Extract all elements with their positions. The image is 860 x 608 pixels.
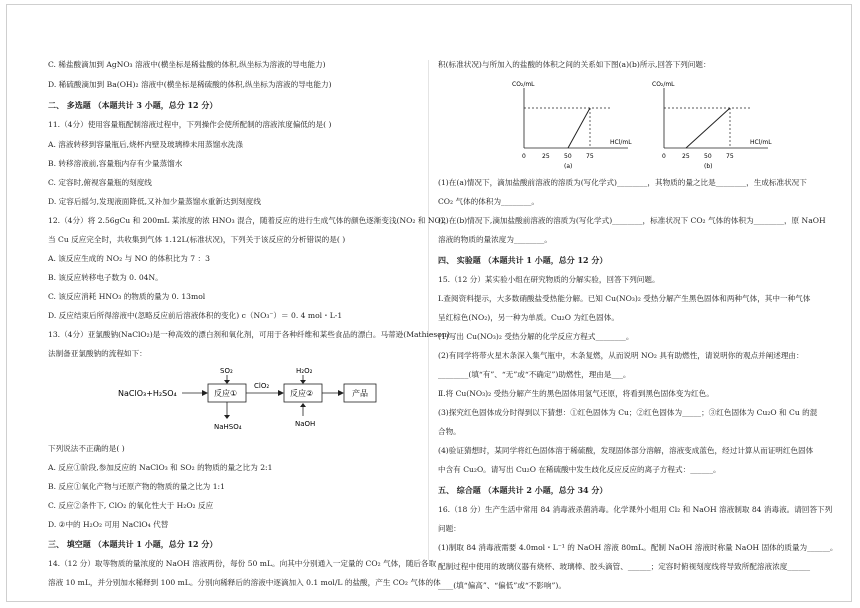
- graph-b-xlabel: HCl/mL: [750, 139, 772, 146]
- flow-nahso4-label: NaHSO₄: [214, 423, 242, 431]
- graph-b-tick-75: 75: [726, 153, 734, 160]
- q14-part-1: (1)在(a)情况下，滴加盐酸前溶液的溶质为(写化学式)________，其物质的量之比是________，生成标准状况下: [438, 178, 807, 187]
- graph-b-rise-line: [686, 108, 730, 148]
- flow-so2-label: SO₂: [220, 367, 233, 375]
- q13-stem-cont: 法制备亚氯酸钠的流程如下：: [48, 349, 147, 358]
- q13-question: 下列说法不正确的是( ): [48, 444, 125, 453]
- graph-a-tick-25: 25: [542, 153, 550, 160]
- q15-q4-cont: 中含有 Cu₂O。请写出 Cu₂O 在稀硫酸中发生歧化反应反应的离子方程式：______。: [438, 465, 721, 474]
- graph-b: [652, 81, 772, 170]
- graph-a-rise-line: [568, 108, 590, 148]
- q11-stem: 11.（4分）使用容量瓶配制溶液过程中，下列操作会使所配制的溶液浓度偏低的是( ): [48, 120, 332, 129]
- flow-arrowhead-2: [278, 390, 284, 396]
- q14-stem-cont-2: 积(标准状况)与所加入的盐酸的体积之间的关系如下图(a)(b)所示,回答下列问题：: [438, 60, 711, 69]
- flow-so2-arrowhead: [224, 380, 230, 384]
- q15-part-ii: Ⅱ.将 Cu(NO₃)₂ 受热分解产生的黑色固体用氢气还原，将看到黑色固体变为红色。: [438, 389, 714, 398]
- q12-stem-cont: 当 Cu 反应完全时，共收集到气体 1.12L(标准状况)，下列关于该反应的分析错误的是( ): [48, 235, 346, 244]
- graph-a: [512, 81, 632, 170]
- q13-stem: 13.（4分）亚氯酸钠(NaClO₂)是一种高效的漂白剂和氧化剂，可用于各种纤维和某些食品的漂白。马蒂逊(Mathieson): [48, 330, 450, 339]
- q15-q1: (1)写出 Cu(NO₃)₂ 受热分解的化学反应方程式________。: [438, 332, 634, 341]
- q15-q3-cont: 合物。: [438, 427, 461, 436]
- q14-stem-cont: 溶液 10 mL，并分别加水稀释到 100 mL。分别向稀释后的溶液中逐滴加入 0.1 mol/L 的盐酸，产生 CO₂ 气体的体: [48, 578, 441, 587]
- section-heading-fill-in: 三、 填空题 （本题共计 1 小题，总分 12 分）: [48, 539, 218, 549]
- q14-part-2: (2)在(b)情况下,滴加盐酸前溶液的溶质为(写化学式)________，标准状况下 CO₂ 气体的体积为________，原 NaOH: [438, 216, 826, 225]
- q16-q1: (1)制取 84 消毒液需要 4.0mol・L⁻¹ 的 NaOH 溶液 80mL。配制 NaOH 溶液时称量 NaOH 固体的质量为______。: [438, 543, 838, 552]
- q13-option-d: D. ②中的 H₂O₂ 可用 NaClO₄ 代替: [48, 520, 169, 529]
- flow-arrowhead-3: [338, 390, 344, 396]
- q13-option-c: C. 反应②条件下, ClO₂ 的氧化性大于 H₂O₂ 反应: [48, 501, 214, 510]
- q16-q1-cont-2: ____(填“偏高”、“偏低”或“不影响”)。: [438, 581, 566, 590]
- q10-option-d: D. 稀硫酸滴加到 Ba(OH)₂ 溶液中(横坐标是稀硫酸的体积,纵坐标为溶液的导电能力): [48, 80, 332, 89]
- section-heading-comprehensive: 五、 综合题 （本题共计 2 小题，总分 34 分）: [438, 485, 608, 495]
- q14-part-2-cont: 溶液的物质的量浓度为________。: [438, 235, 552, 244]
- graph-a-tick-50: 50: [564, 153, 572, 160]
- q14-part-1-cont: CO₂ 气体的体积为________。: [438, 197, 540, 206]
- graph-b-tick-0: 0: [662, 153, 666, 160]
- q11-option-d: D. 定容后摇匀,发现液面降低,又补加少量蒸馏水重新达到刻度线: [48, 197, 261, 206]
- flow-reaction-2-label: 反应②: [290, 389, 314, 398]
- q12-option-a: A. 该反应生成的 NO₂ 与 NO 的体积比为 7 ：3: [48, 254, 210, 263]
- q16-stem: 16.（18 分）生产生活中常用 84 消毒液杀菌消毒。化学课外小组用 Cl₂ 和 NaOH 溶液制取 84 消毒液。请回答下列: [438, 505, 833, 514]
- column-divider: [428, 60, 429, 560]
- q15-q2-cont: ________(填“有”、“无”或“不确定”)助燃性，理由是___。: [438, 370, 631, 379]
- graph-a-xlabel: HCl/mL: [610, 139, 632, 146]
- flow-reaction-1-label: 反应①: [214, 389, 238, 398]
- section-heading-experiment: 四、 实验题 （本题共计 1 小题，总分 12 分）: [438, 255, 608, 265]
- graph-b-caption: (b): [704, 163, 713, 170]
- q15-part-i-cont: 呈红棕色(NO₂)，另一种为单质。Cu₂O 为红色固体。: [438, 313, 619, 322]
- q15-q3: (3)探究红色固体成分时得到以下猜想：①红色固体为 Cu；②红色固体为_____；③红色固体为 Cu₂O 和 Cu 的混: [438, 408, 818, 417]
- q11-option-a: A. 溶液转移到容量瓶后,烧杯内壁及玻璃棒未用蒸馏水洗涤: [48, 140, 243, 149]
- q13-option-b: B. 反应①氧化产物与还原产物的物质的量之比为 1:1: [48, 482, 225, 491]
- graph-a-ylabel: CO₂/mL: [512, 81, 535, 88]
- flow-nahso4-arrowhead: [224, 415, 230, 419]
- section-heading-multiple-choice: 二、 多选题 （本题共计 3 小题，总分 12 分）: [48, 100, 218, 110]
- q11-option-b: B. 转移溶液前,容量瓶内存有少量蒸馏水: [48, 159, 183, 168]
- flow-naoh-arrowhead: [300, 403, 306, 407]
- graph-b-ylabel: CO₂/mL: [652, 81, 675, 88]
- flow-naoh-label: NaOH: [295, 420, 316, 428]
- graph-b-tick-25: 25: [682, 153, 690, 160]
- q15-q4: (4)验证猜想时，某同学将红色固体溶于稀硫酸，发现固体部分溶解，溶液变成蓝色，经过计算从而证明红色固体: [438, 446, 814, 455]
- q15-stem: 15.（12 分）某实验小组在研究物质的分解实验，回答下列问题。: [438, 275, 660, 284]
- q12-option-b: B. 该反应转移电子数为 0. 04N。: [48, 273, 163, 282]
- q11-option-c: C. 定容时,俯视容量瓶的刻度线: [48, 178, 152, 187]
- flow-h2o2-label: H₂O₂: [296, 367, 313, 375]
- flow-reactant: NaClO₃+H₂SO₄: [118, 389, 177, 398]
- q14-stem: 14.（12 分）取等物质的量浓度的 NaOH 溶液两份，每份 50 mL。向其中分别通入一定量的 CO₂ 气体，随后各取: [48, 559, 437, 568]
- graph-a-tick-0: 0: [522, 153, 526, 160]
- process-flow-diagram: [118, 366, 378, 438]
- graph-b-tick-50: 50: [704, 153, 712, 160]
- flow-product-label: 产品: [352, 389, 368, 398]
- flow-h2o2-arrowhead: [300, 380, 306, 384]
- q12-stem: 12.（4分）将 2.56gCu 和 200mL 某浓度的浓 HNO₃ 混合，随着反应的进行生成气体的颜色逐渐变浅(NO₂ 和 NO)，: [48, 216, 452, 225]
- flow-arrowhead-1: [202, 390, 208, 396]
- flow-clo2-label: ClO₂: [254, 382, 270, 390]
- graph-a-caption: (a): [564, 163, 573, 170]
- graph-a-tick-75: 75: [586, 153, 594, 160]
- q12-option-c: C. 该反应消耗 HNO₃ 的物质的量为 0. 13mol: [48, 292, 206, 301]
- q15-part-i: Ⅰ.查阅资料提示，大多数硝酸盐受热能分解。已知 Cu(NO₃)₂ 受热分解产生黑色固体和两种气体，其中一种气体: [438, 294, 811, 303]
- q15-q2: (2)有同学将带火星木条深入集气瓶中，木条复燃，从而说明 NO₂ 具有助燃性，请说明你的观点并阐述理由：: [438, 351, 804, 360]
- q10-option-c: C. 稀盐酸滴加到 AgNO₃ 溶液中(横坐标是稀盐酸的体积,纵坐标为溶液的导电能力): [48, 60, 326, 69]
- co2-graphs: [498, 78, 788, 170]
- q16-q1-cont: 配制过程中使用的玻璃仪器有烧杯、玻璃棒、胶头滴管、______；定容时俯视刻度线将导致所配溶液浓度______: [438, 562, 811, 571]
- q16-stem-cont: 问题：: [438, 524, 461, 533]
- q12-option-d: D. 反应结束后所得溶液中(忽略反应前后溶液体积的变化) c（NO₃⁻）＝ 0. 4 mol・L-1: [48, 311, 343, 320]
- q13-option-a: A. 反应①阶段,参加反应的 NaClO₃ 和 SO₂ 的物质的量之比为 2:1: [48, 463, 273, 472]
